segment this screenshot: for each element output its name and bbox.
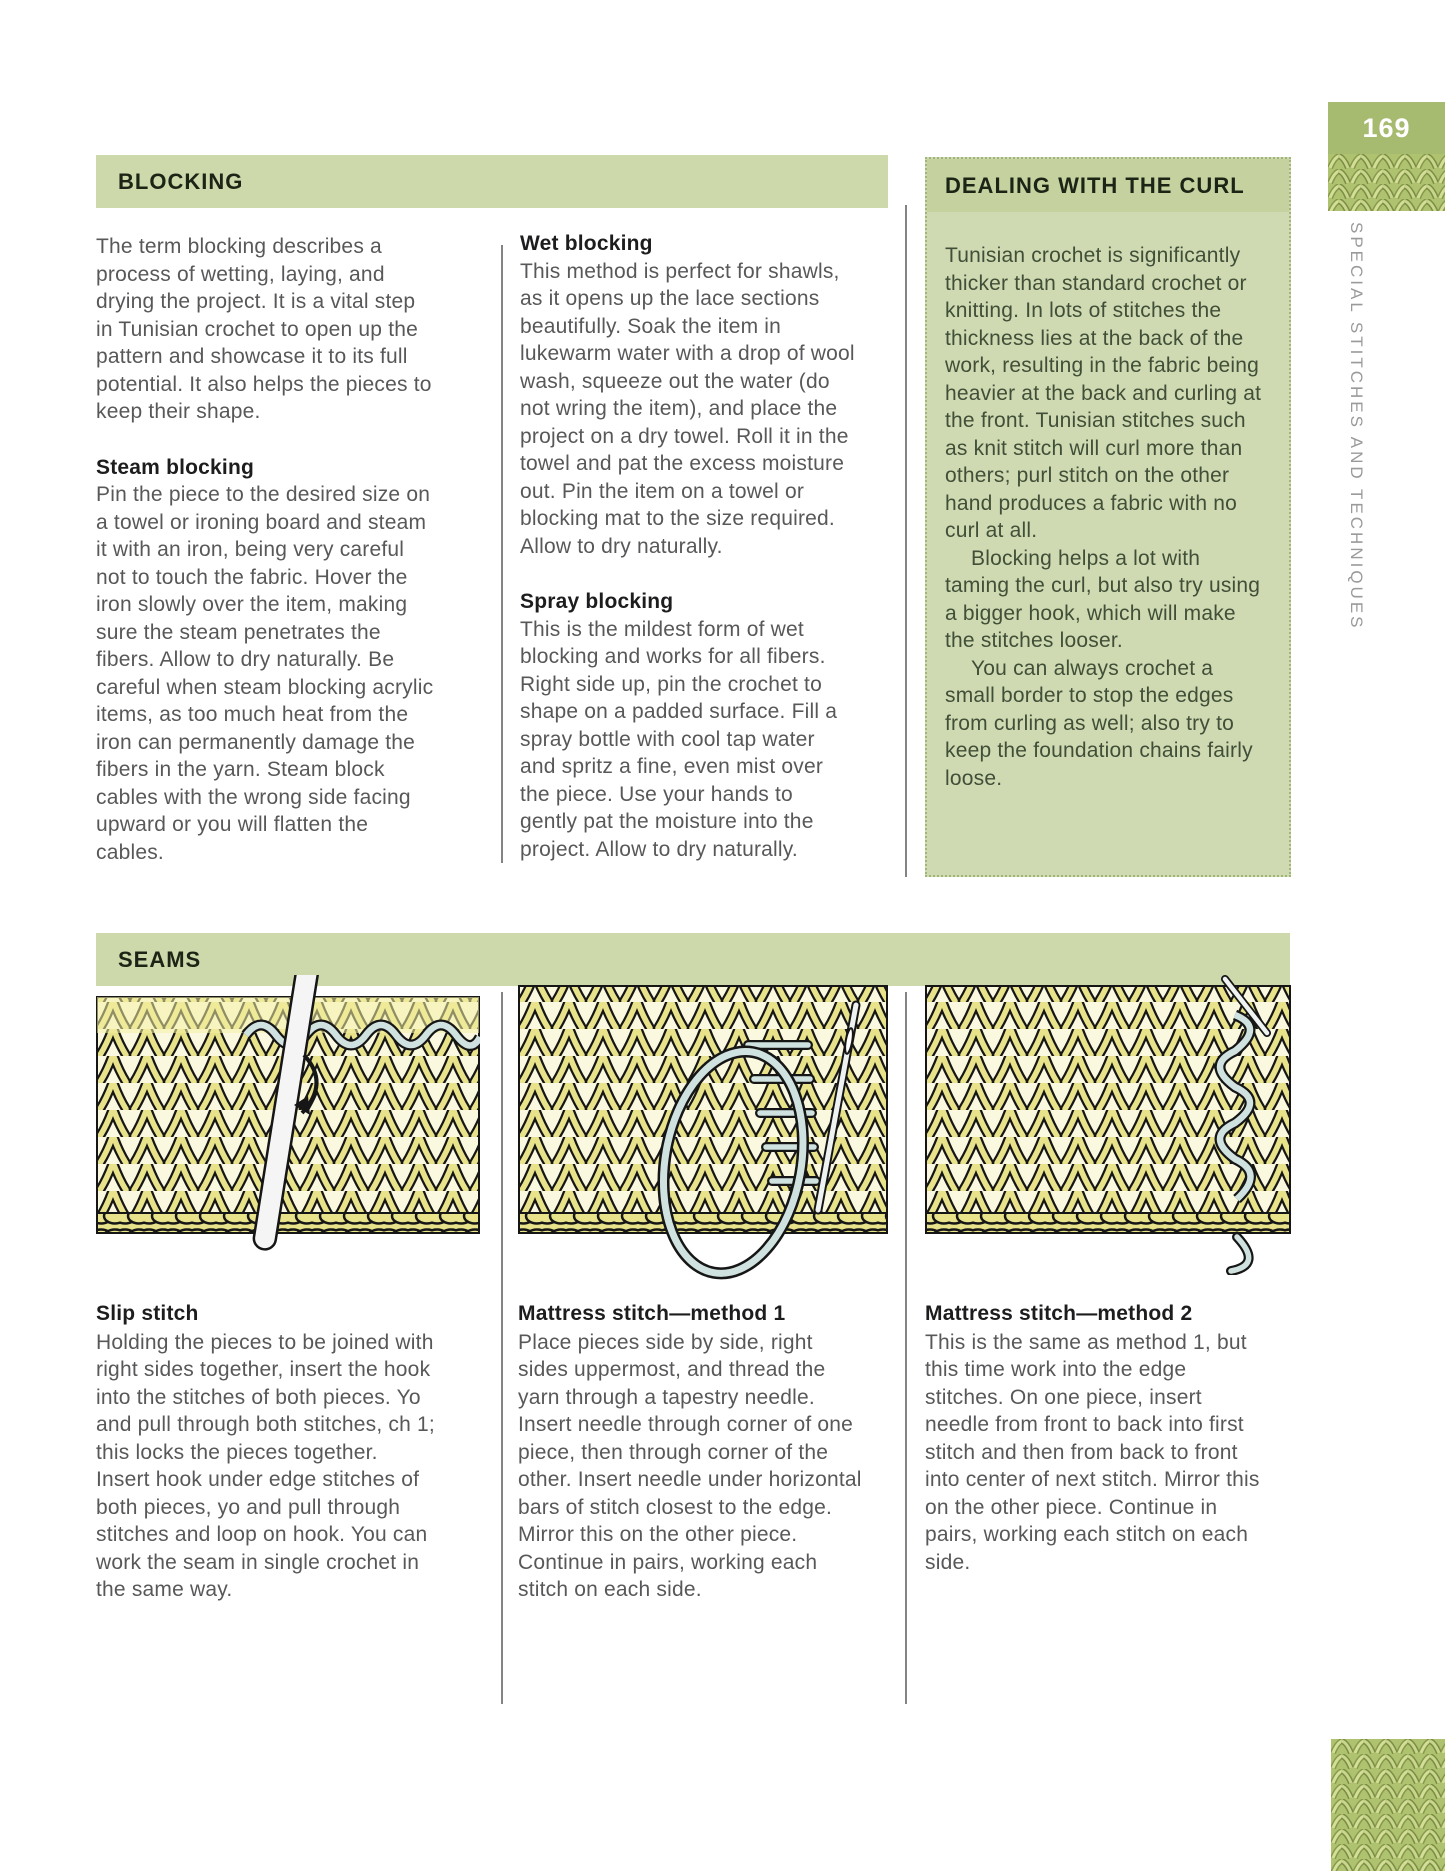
blocking-intro: The term blocking describes a process of wetting, laying, and drying the project. It is a vital step in Tunisian crochet to open up the pattern and showcase it to its full potential. It also helps the pieces to keep their shape. (96, 235, 432, 423)
seam-method-mattress-1 (518, 1300, 862, 1604)
curl-callout-box (925, 157, 1291, 877)
column-divider (501, 245, 503, 863)
slip-stitch-illustration (96, 975, 480, 1275)
blocking-column-2 (520, 230, 856, 891)
blocking-section-title: BLOCKING (118, 169, 244, 194)
margin-photo-top (1328, 154, 1445, 211)
mattress-1-heading: Mattress stitch—method 1 (518, 1302, 786, 1325)
column-divider (905, 992, 907, 1704)
seam-method-mattress-2 (925, 1300, 1269, 1576)
wet-blocking-text: This method is perfect for shawls, as it opens up the lace sections beautifully. Soak the item in lukewarm water with a drop of wool wash, squeeze out the water (do not wring the item), and place the project on a dry towel. Roll it in the towel and pat the excess moisture out. Pin the item on a towel or blocking mat to the size required. Allow to dry naturally. (520, 259, 855, 558)
mattress-2-text: This is the same as method 1, but this time work into the edge stitches. On one piece, insert needle from front to back into first stitch and then from back to front into center of next stitch. Mirror this on the other piece. Continue in pairs, working each stitch on each side. (925, 1330, 1260, 1574)
mattress-1-text: Place pieces side by side, right sides uppermost, and thread the yarn through a tapestry needle. Insert needle through corner of one piece, then through corner of the other. Insert needle under horizontal bars of stitch closest to the edge. Mirror this on the other piece. Continue in pairs, working each stitch on each side. (518, 1330, 862, 1601)
slip-stitch-text: Holding the pieces to be joined with right sides together, insert the hook into the stitches of both pieces. Yo and pull through both stitches, ch 1; this locks the pieces together. Insert hook under edge stitches of both pieces, yo and pull through stitches and loop on hook. You can work the seam in single crochet in the same way. (96, 1330, 435, 1601)
spray-blocking-heading: Spray blocking (520, 590, 674, 613)
steam-blocking-heading: Steam blocking (96, 455, 255, 479)
curl-callout-title: DEALING WITH THE CURL (945, 173, 1245, 198)
mattress-stitch-2-illustration (925, 975, 1291, 1275)
blocking-column-1 (96, 233, 434, 894)
curl-paragraph-1: Tunisian crochet is significantly thicker than standard crochet or knitting. In lots of stitches the thickness lies at the back of the work, resulting in the fabric being heavier at the back and curling at the front. Tunisian stitches such as knit stitch will curl more than others; purl stitch on the other hand produces a fabric with no curl at all. (945, 244, 1262, 542)
page-number-badge: 169 (1328, 102, 1445, 154)
sidebar-vertical-label: SPECIAL STITCHES AND TECHNIQUES (1347, 222, 1366, 631)
wet-blocking-heading: Wet blocking (520, 232, 653, 255)
seam-method-slip-stitch (96, 1300, 436, 1604)
curl-callout-header (927, 159, 1289, 212)
spray-blocking-text: This is the mildest form of wet blocking and works for all fibers. Right side up, pin the crochet to shape on a padded surface. Fill a spray bottle with cool tap water and spritz a fine, even mist over the piece. Use your hands to gently pat the moisture into the project. Allow to dry naturally. (520, 617, 838, 861)
column-divider (905, 205, 907, 877)
slip-stitch-heading: Slip stitch (96, 1302, 199, 1325)
margin-photo-bottom (1331, 1739, 1445, 1871)
steam-blocking-text: Pin the piece to the desired size on a towel or ironing board and steam it with an iron, being very careful not to touch the fabric. Hover the iron slowly over the item, making sure the steam penetrates the fibers. Allow to dry naturally. Be careful when steam blocking acrylic items, as too much heat from the iron can permanently damage the fibers in the yarn. Steam block cables with the wrong side facing upward or you will flatten the cables. (96, 483, 434, 864)
blocking-section-header (96, 155, 888, 208)
mattress-stitch-1-illustration (518, 975, 888, 1290)
curl-paragraph-2: Blocking helps a lot with taming the curl, but also try using a bigger hook, which will make the stitches looser. (945, 546, 1261, 652)
column-divider (501, 992, 503, 1704)
mattress-2-heading: Mattress stitch—method 2 (925, 1302, 1193, 1325)
curl-paragraph-3: You can always crochet a small border to stop the edges from curling as well; also try to keep the foundation chains fairly loose. (945, 656, 1253, 790)
curl-callout-text (927, 212, 1289, 792)
seams-section-title: SEAMS (118, 947, 202, 972)
